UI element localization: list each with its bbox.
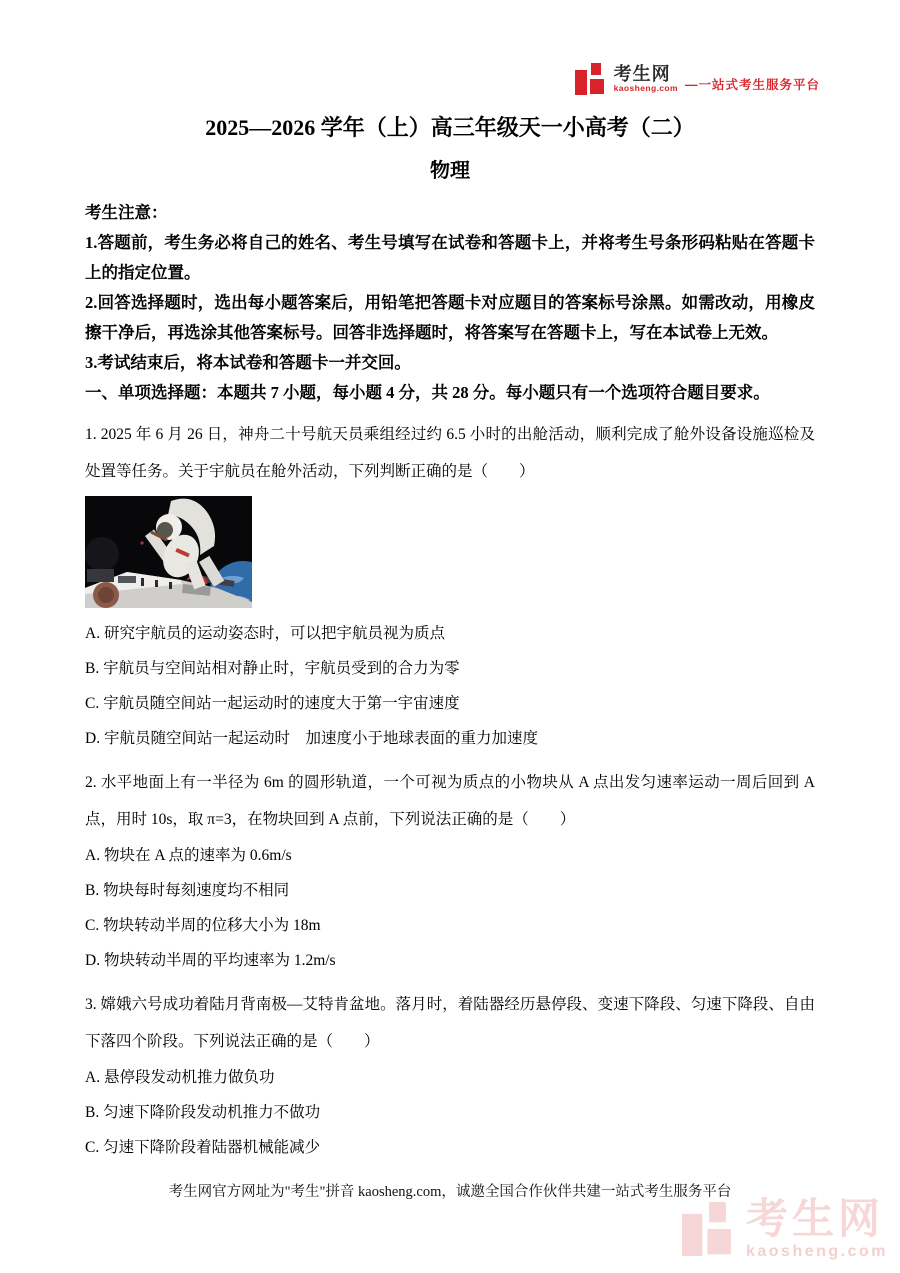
- question-3-text: 3. 嫦娥六号成功着陆月背南极—艾特肯盆地。落月时，着陆器经历悬停段、变速下降段、匀速下降段、自由下落四个阶段。下列说法正确的是（ ）: [85, 996, 815, 1050]
- exam-title: 2025—2026 学年（上）高三年级天一小高考（二）: [205, 115, 695, 140]
- notice-item-2: 2.回答选择题时，选出每小题答案后，用铅笔把答题卡对应题目的答案标号涂黑。如需改动，用橡皮擦干净后，再选涂其他答案标号。回答非选择题时，将答案写在答题卡上，写在本试卷上无效。: [85, 293, 815, 342]
- question-2-option-b: B. 物块每时每刻速度均不相同: [85, 882, 290, 899]
- question-1: [85, 416, 815, 756]
- question-1-option-a: A. 研究宇航员的运动姿态时，可以把宇航员视为质点: [85, 625, 445, 642]
- notice-item-1: 1.答题前，考生务必将自己的姓名、考生号填写在试卷和答题卡上，并将考生号条形码粘贴在答题卡上的指定位置。: [85, 233, 815, 282]
- exam-subject: 物理: [430, 160, 470, 182]
- question-2-option-c: C. 物块转动半周的位移大小为 18m: [85, 917, 321, 934]
- question-2-option-d: D. 物块转动半周的平均速率为 1.2m/s: [85, 952, 336, 969]
- question-2-text: 2. 水平地面上有一半径为 6m 的圆形轨道，一个可视为质点的小物块从 A 点出发匀速率运动一周后回到 A 点，用时 10s，取 π=3，在物块回到 A 点前，下列说法正确的是（ ）: [85, 774, 815, 828]
- question-1-option-c: C. 宇航员随空间站一起运动时的速度大于第一宇宙速度: [85, 695, 460, 712]
- section-header: 一、单项选择题：本题共 7 小题，每小题 4 分，共 28 分。每小题只有一个选项符合题目要求。: [85, 383, 770, 402]
- watermark-text: [745, 1195, 888, 1260]
- watermark-brand: 考生网: [745, 1195, 884, 1242]
- question-3-option-b: B. 匀速下降阶段发动机推力不做功: [85, 1104, 321, 1121]
- brand-domain: kaosheng.com: [613, 83, 678, 94]
- brand-name: 考生网: [613, 64, 671, 85]
- brand-tagline: —一站式考生服务平台: [684, 78, 820, 92]
- notice-heading: 考生注意：: [85, 203, 168, 222]
- notice-block: [85, 198, 815, 408]
- question-2: [85, 764, 815, 978]
- watermark-domain: kaosheng.com: [745, 1243, 888, 1260]
- question-3-option-c: C. 匀速下降阶段着陆器机械能减少: [85, 1139, 321, 1156]
- kaosheng-logo-icon: [575, 62, 607, 96]
- question-3: [85, 986, 815, 1165]
- question-1-option-b: B. 宇航员与空间站相对静止时，宇航员受到的合力为零: [85, 660, 460, 677]
- brand-text: [614, 65, 678, 93]
- kaosheng-watermark: [682, 1195, 888, 1260]
- question-1-text: 1. 2025 年 6 月 26 日，神舟二十号航天员乘组经过约 6.5 小时的出舱活动，顺利完成了舱外设备设施巡检及处置等任务。关于宇航员在舱外活动，下列判断正确的是（ ）: [85, 426, 815, 480]
- question-3-option-a: A. 悬停段发动机推力做负功: [85, 1069, 275, 1086]
- notice-item-3: 3.考试结束后，将本试卷和答题卡一并交回。: [85, 353, 411, 372]
- astronaut-photo: [85, 496, 252, 608]
- question-1-option-d: D. 宇航员随空间站一起运动时 加速度小于地球表面的重力加速度: [85, 730, 538, 747]
- kaosheng-logo: [575, 62, 820, 96]
- kaosheng-watermark-icon: [682, 1200, 736, 1258]
- page-footer: 考生网官方网址为"考生"拼音 kaosheng.com，诚邀全国合作伙伴共建一站式考生服务平台: [168, 1184, 732, 1200]
- question-2-option-a: A. 物块在 A 点的速率为 0.6m/s: [85, 847, 292, 864]
